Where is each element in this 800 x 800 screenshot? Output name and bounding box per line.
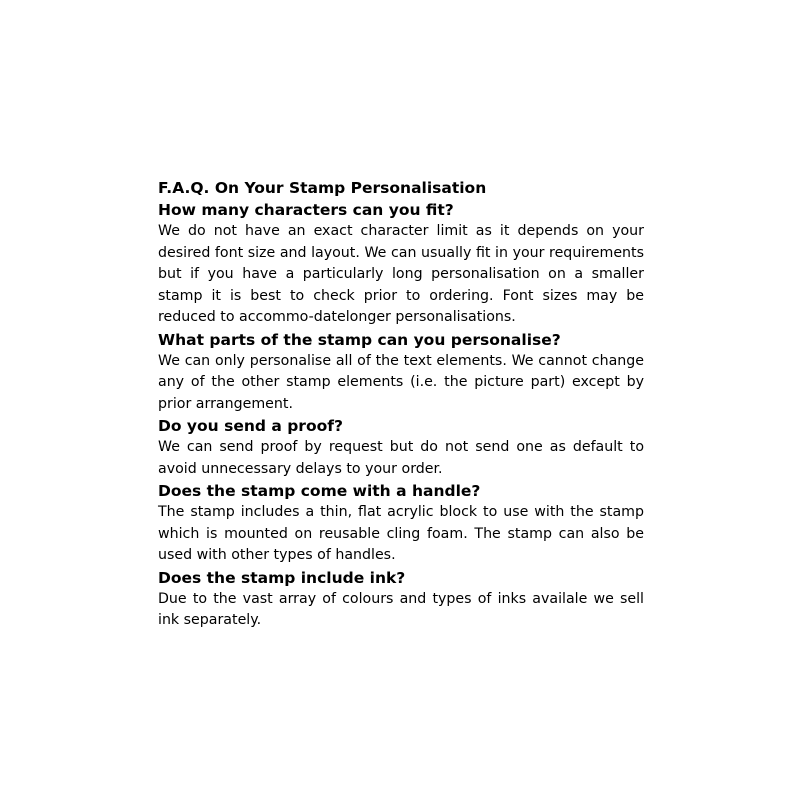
faq-answer: We can only personalise all of the text elements. We cannot change any of the other stamp elements (i.e. the picture part) except by prior arrangement. bbox=[158, 352, 644, 412]
faq-question: Does the stamp come with a handle? bbox=[158, 482, 481, 500]
faq-item bbox=[158, 567, 644, 632]
faq-question: How many characters can you fit? bbox=[158, 201, 454, 219]
faq-title: F.A.Q. On Your Stamp Personalisation bbox=[158, 179, 487, 197]
faq-question: Do you send a proof? bbox=[158, 417, 343, 435]
faq-answer: We do not have an exact character limit as it depends on your desired font size and layout. We can usually fit in your requirements but if you have a particularly long personalisation on a smaller stamp it is best to check prior to ordering. Font sizes may be reduced to accommo-datelonger personalisations. bbox=[158, 223, 644, 325]
faq-question: What parts of the stamp can you personalise? bbox=[158, 330, 561, 349]
faq-item bbox=[158, 480, 644, 567]
faq-item bbox=[158, 329, 644, 416]
faq-answer: The stamp includes a thin, flat acrylic block to use with the stamp which is mounted on reusable cling foam. The stamp can also be used with other types of handles. bbox=[158, 504, 644, 563]
faq-answer: Due to the vast array of colours and types of inks availale we sell ink separately. bbox=[158, 590, 644, 628]
faq-question: Does the stamp include ink? bbox=[158, 568, 406, 587]
faq-item bbox=[158, 199, 644, 329]
faq-section bbox=[158, 177, 644, 632]
faq-item bbox=[158, 415, 644, 480]
faq-answer: We can send proof by request but do not send one as default to avoid unnecessary delays to your order. bbox=[158, 439, 644, 477]
